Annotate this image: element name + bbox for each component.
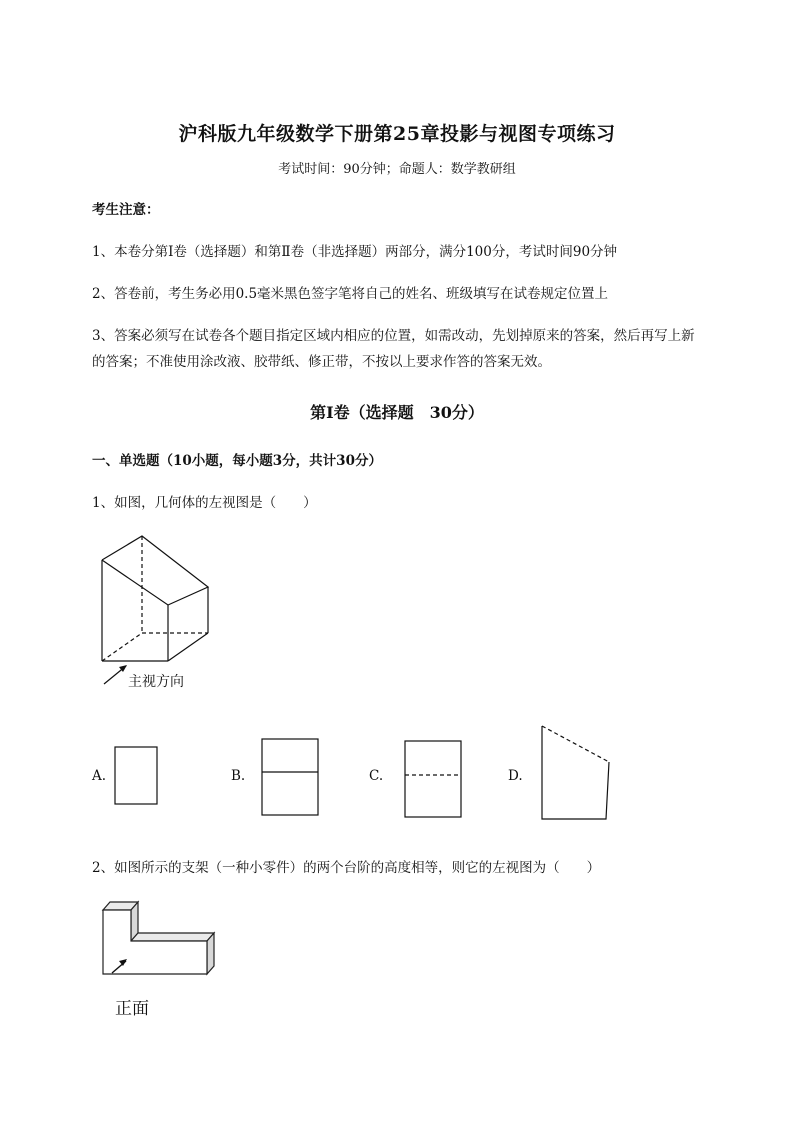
view-direction-label: 主视方向 — [128, 674, 184, 690]
exam-info: 考试时间：90分钟；命题人：数学教研组 — [278, 162, 516, 177]
notice-item-1: 1、本卷分第I卷（选择题）和第Ⅱ卷（非选择题）两部分，满分100分，考试时间90分钟 — [92, 244, 618, 260]
notice-item-3-cont: 的答案；不准使用涂改液、胶带纸、修正带，不按以上要求作答的答案无效。 — [92, 354, 551, 370]
notice-item-3: 3、答案必须写在试卷各个题目指定区域内相应的位置，如需改动，先划掉原来的答案，然后再写上新 — [92, 328, 695, 344]
page-title: 沪科版九年级数学下册第25章投影与视图专项练习 — [178, 123, 616, 145]
notice-item-2: 2、答卷前，考生务必用0.5毫米黑色签字笔将自己的姓名、班级填写在试卷规定位置上 — [92, 286, 609, 302]
option-b-label[interactable]: B. — [231, 768, 246, 784]
option-c-label[interactable]: C. — [369, 768, 384, 784]
notice-heading: 考生注意： — [92, 202, 160, 218]
option-a-label[interactable]: A. — [92, 768, 107, 784]
front-label: 正面 — [115, 999, 149, 1019]
question-1-text: 1、如图，几何体的左视图是（ ） — [92, 495, 317, 511]
section-title: 第I卷（选择题 30分） — [310, 403, 484, 422]
part-title: 一、单选题（10小题，每小题3分，共计30分） — [92, 453, 382, 469]
question-2-text: 2、如图所示的支架（一种小零件）的两个台阶的高度相等，则它的左视图为（ ） — [92, 860, 601, 876]
option-d-label[interactable]: D. — [508, 768, 523, 784]
